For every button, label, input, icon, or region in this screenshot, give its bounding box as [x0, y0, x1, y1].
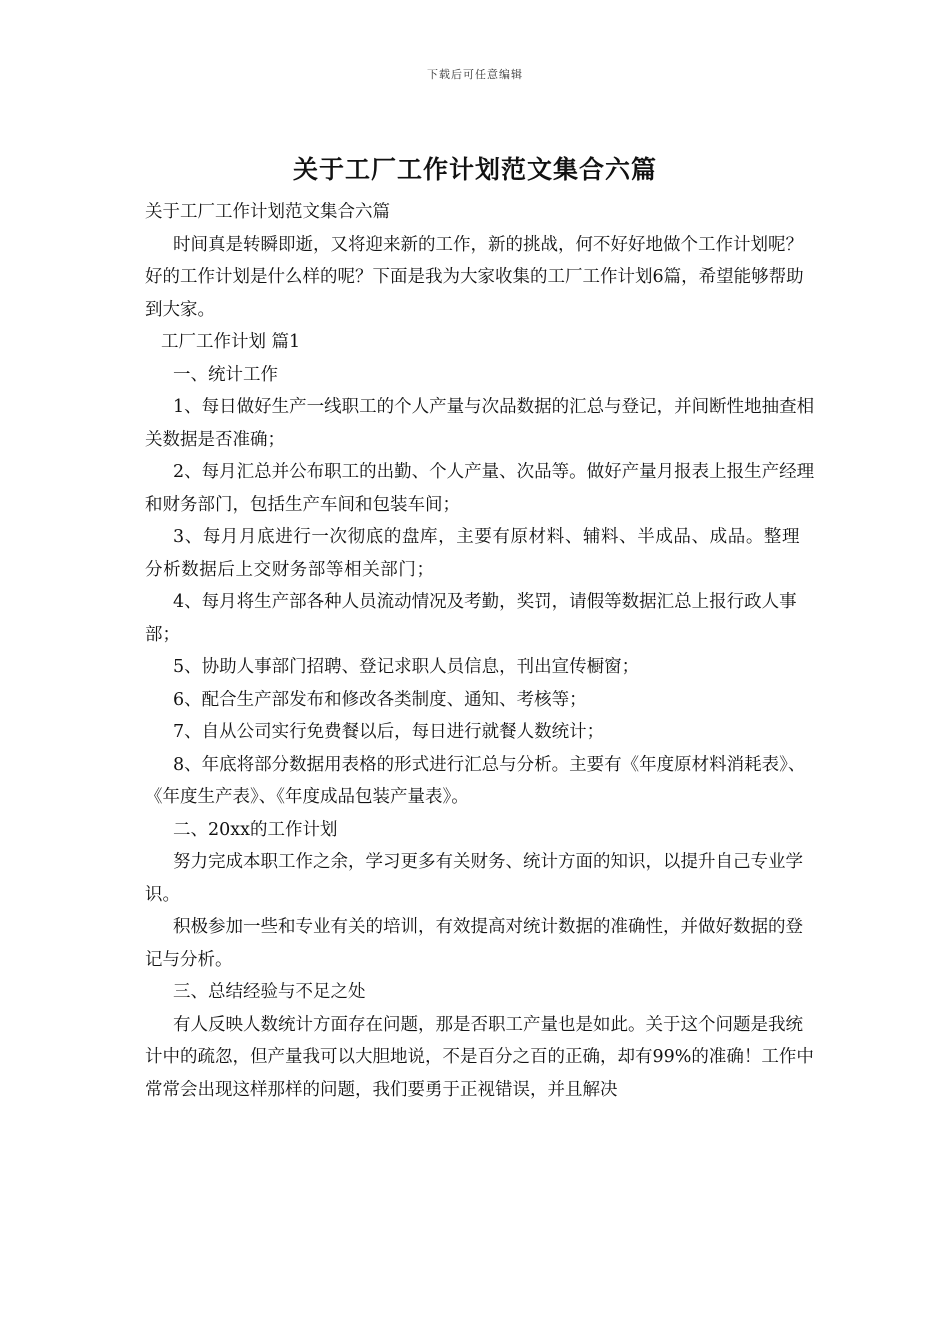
- header-note: 下载后可任意编辑: [427, 68, 523, 81]
- list-item-4: 4、每月将生产部各种人员流动情况及考勤，奖罚，请假等数据汇总上报行政人事部；: [145, 592, 797, 645]
- document-body: [145, 196, 817, 1106]
- section-heading-part1: 工厂工作计划 篇1: [161, 332, 301, 352]
- intro-paragraph: 时间真是转瞬即逝，又将迎来新的工作，新的挑战，何不好好地做个工作计划呢？好的工作计划是什么样的呢？下面是我为大家收集的工厂工作计划6篇，希望能够帮助到大家。: [145, 234, 804, 320]
- list-item-3: 3、每月月底进行一次彻底的盘库，主要有原材料、辅料、半成品、成品。整理分析数据后上交财务部等相关部门；: [145, 527, 801, 580]
- list-item-1: 1、每日做好生产一线职工的个人产量与次品数据的汇总与登记，并间断性地抽查相关数据是否准确；: [145, 397, 815, 450]
- summary-paragraph: 有人反映人数统计方面存在问题，那是否职工产量也是如此。关于这个问题是我统计中的疏忽，但产量我可以大胆地说，不是百分之百的正确，却有99%的准确！工作中常常会出现这样那样的问题，我们要勇于正视错误，并且解决: [145, 1014, 814, 1100]
- plan-paragraph-2: 积极参加一些和专业有关的培训，有效提高对统计数据的准确性，并做好数据的登记与分析。: [145, 917, 803, 970]
- heading-summary: 三、总结经验与不足之处: [173, 982, 366, 1002]
- list-item-5: 5、协助人事部门招聘、登记求职人员信息，刊出宣传橱窗；: [173, 657, 640, 677]
- plan-paragraph-1: 努力完成本职工作之余，学习更多有关财务、统计方面的知识，以提升自己专业学识。: [145, 852, 803, 905]
- subtitle-paragraph: 关于工厂工作计划范文集合六篇: [145, 202, 390, 222]
- document-title: 关于工厂工作计划范文集合六篇: [292, 155, 657, 184]
- heading-work-plan: 二、20xx的工作计划: [173, 819, 338, 840]
- list-item-7: 7、自从公司实行免费餐以后，每日进行就餐人数统计；: [173, 722, 605, 742]
- list-item-2: 2、每月汇总并公布职工的出勤、个人产量、次品等。做好产量月报表上报生产经理和财务部门，包括生产车间和包装车间；: [145, 462, 815, 515]
- list-item-8: 8、年底将部分数据用表格的形式进行汇总与分析。主要有《年度原材料消耗表》、《年度生产表》、《年度成品包装产量表》。: [145, 754, 806, 807]
- heading-statistics-work: 一、统计工作: [173, 364, 278, 385]
- list-item-6: 6、配合生产部发布和修改各类制度、通知、考核等；: [173, 689, 587, 710]
